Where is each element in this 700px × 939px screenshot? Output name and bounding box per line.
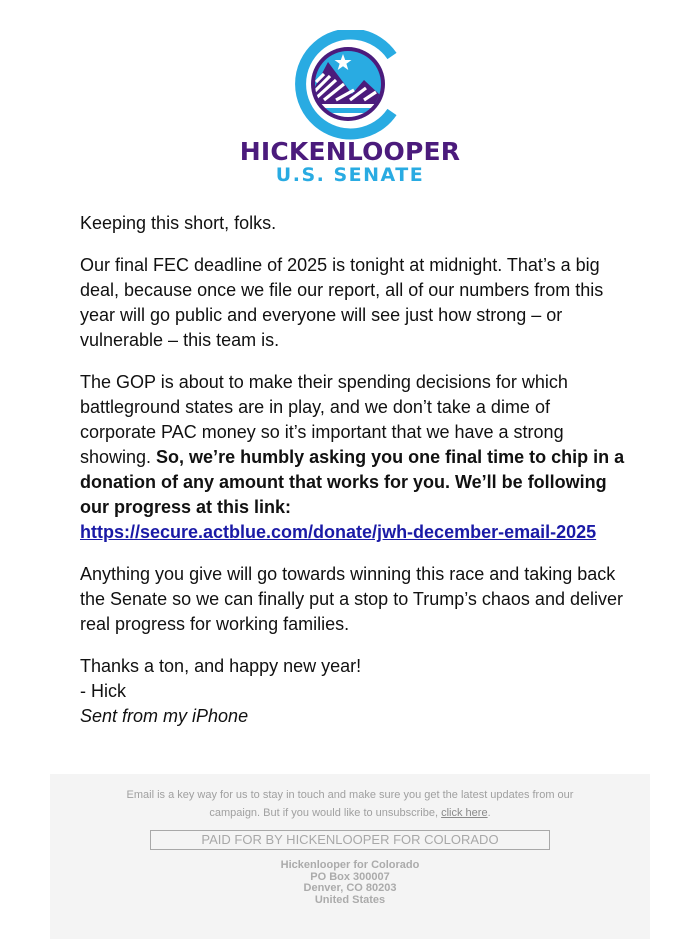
signature: - Hick: [80, 681, 126, 701]
mountain-star-emblem-icon: [294, 30, 406, 140]
email-footer: [50, 774, 650, 939]
address-org: Hickenlooper for Colorado: [280, 859, 420, 871]
sent-from-line: Sent from my iPhone: [80, 706, 249, 726]
address-line2: Denver, CO 80203: [303, 882, 397, 894]
donate-link[interactable]: https://secure.actblue.com/donate/jwh-december-email-2025: [80, 522, 597, 542]
email-body: [80, 211, 625, 729]
signoff: [80, 654, 625, 729]
paragraph-donation-ask: [80, 370, 625, 545]
footer-message-end: .: [487, 807, 491, 819]
closing-line: Thanks a ton, and happy new year!: [80, 656, 362, 676]
logo-name-text: HICKENLOOPER: [239, 137, 461, 166]
unsubscribe-link[interactable]: click here: [441, 807, 488, 819]
paid-for-disclaimer: PAID FOR BY HICKENLOOPER FOR COLORADO: [150, 830, 550, 850]
paragraph-donation-plain: The GOP is about to make their spending decisions for which battleground states are in play, and we don’t take a dime of corporate PAC money so it’s important that we have a strong showing.: [80, 372, 568, 467]
logo-subtitle-text: U.S. SENATE: [275, 164, 425, 186]
campaign-logo: [230, 26, 470, 188]
footer-message: [110, 786, 590, 822]
paragraph-fec-deadline: Our final FEC deadline of 2025 is tonight at midnight. That’s a big deal, because once we file our report, all of our numbers from this year will go public and everyone will see just how strong – or vulnerable – this team is.: [80, 255, 604, 350]
address-line1: PO Box 300007: [310, 870, 390, 883]
paragraph-donation-bold: So, we’re humbly asking you one final time to chip in a donation of any amount that works for you. We’ll be following our progress at this link:: [80, 447, 625, 517]
address-country: United States: [314, 893, 386, 906]
greeting: Keeping this short, folks.: [80, 213, 277, 233]
footer-message-text: Email is a key way for us to stay in touch and make sure you get the latest updates from our campaign. But if you would like to unsubscribe,: [126, 789, 574, 819]
mailing-address: [50, 860, 650, 906]
paragraph-closing-pitch: Anything you give will go towards winning this race and taking back the Senate so we can finally put a stop to Trump’s chaos and deliver real progress for working families.: [80, 564, 623, 634]
